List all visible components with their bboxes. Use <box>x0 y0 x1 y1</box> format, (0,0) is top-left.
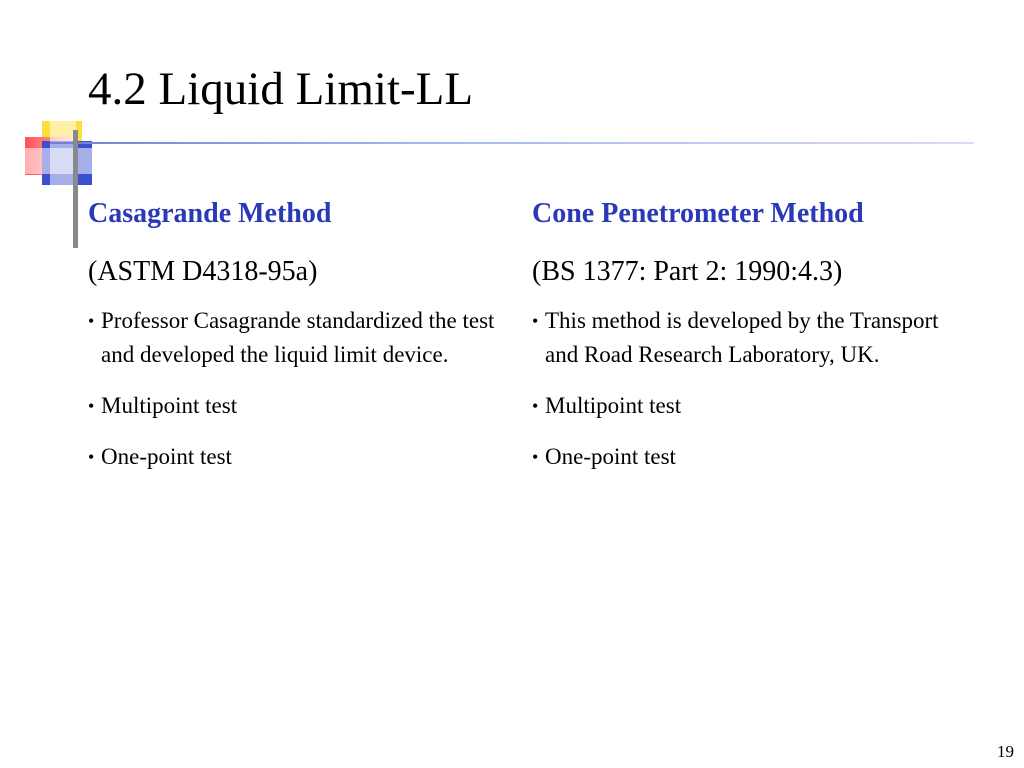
list-item <box>532 389 972 423</box>
bullet-text: Multipoint test <box>545 393 682 418</box>
casagrande-column <box>88 196 518 491</box>
cone-penetrometer-bullet-list <box>532 304 972 474</box>
bullet-icon: • <box>532 311 539 331</box>
casagrande-bullet-list <box>88 304 518 474</box>
bullet-text: Multipoint test <box>101 393 238 418</box>
bullet-text: Professor Casagrande standardized the test and developed the liquid limit device. <box>101 308 495 367</box>
bullet-text: One-point test <box>545 444 676 469</box>
list-item <box>532 304 972 372</box>
title-divider <box>50 142 974 144</box>
list-item <box>532 440 972 474</box>
bullet-text: This method is developed by the Transport and Road Research Laboratory, UK. <box>545 308 939 367</box>
bullet-icon: • <box>88 447 95 467</box>
bullet-icon: • <box>532 447 539 467</box>
casagrande-standard: (ASTM D4318-95a) <box>88 256 318 287</box>
cone-penetrometer-standard: (BS 1377: Part 2: 1990:4.3) <box>532 256 843 287</box>
list-item <box>88 389 518 423</box>
page-number: 19 <box>997 742 1014 761</box>
casagrande-heading: Casagrande Method <box>88 198 332 229</box>
vertical-accent-bar <box>73 130 78 248</box>
bullet-icon: • <box>532 396 539 416</box>
bullet-icon: • <box>88 396 95 416</box>
bullet-icon: • <box>88 311 95 331</box>
cone-penetrometer-heading: Cone Penetrometer Method <box>532 198 864 229</box>
cone-penetrometer-column <box>532 196 972 491</box>
bullet-text: One-point test <box>101 444 232 469</box>
slide-title: 4.2 Liquid Limit-LL <box>88 63 474 115</box>
list-item <box>88 304 518 372</box>
list-item <box>88 440 518 474</box>
